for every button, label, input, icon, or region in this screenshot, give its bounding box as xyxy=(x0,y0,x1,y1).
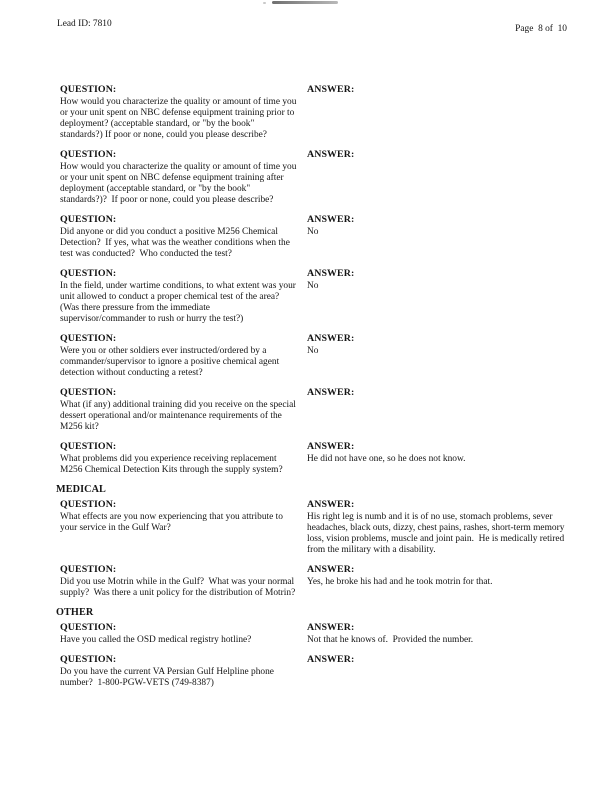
question-label: QUESTION: xyxy=(60,333,117,344)
qa-block-osd-hotline xyxy=(60,622,581,646)
scan-streak-artifact xyxy=(272,1,338,4)
answer-text: No xyxy=(307,227,319,237)
question-text: How would you characterize the quality or amount of time you or your unit spent on NBC defense equipment training prior to deployment? (acceptable standard, or "by the book" standards?) If poor or none, could you please describe? xyxy=(60,97,299,140)
question-text: What problems did you experience receiving replacement M256 Chemical Detection Kits through the supply system? xyxy=(60,454,283,475)
answer-label: ANSWER: xyxy=(307,564,355,575)
question-text: Do you have the current VA Persian Gulf Helpline phone number? 1-800-PGW-VETS (749-8387) xyxy=(60,667,277,688)
qa-block-motrin xyxy=(60,564,581,599)
answer-text: He did not have one, so he does not know. xyxy=(307,454,466,464)
qa-block-ignore-detection xyxy=(60,333,581,379)
question-label: QUESTION: xyxy=(60,214,117,225)
question-text: What effects are you now experiencing that you attribute to your service in the Gulf War? xyxy=(60,512,286,533)
question-label: QUESTION: xyxy=(60,622,117,633)
qa-block-nbc-training-after xyxy=(60,149,581,206)
answer-label: ANSWER: xyxy=(307,268,355,279)
answer-label: ANSWER: xyxy=(307,654,355,665)
question-text: Were you or other soldiers ever instructed/ordered by a commander/supervisor to ignore a positive chemical agent detection without conducting a retest? xyxy=(60,346,282,378)
answer-label: ANSWER: xyxy=(307,622,355,633)
question-label: QUESTION: xyxy=(60,84,117,95)
answer-text: No xyxy=(307,281,319,291)
qa-block-additional-training xyxy=(60,387,581,433)
page-number: Page 8 of 10 xyxy=(515,24,567,34)
question-label: QUESTION: xyxy=(60,387,117,398)
question-label: QUESTION: xyxy=(60,441,117,452)
section-heading-other: OTHER xyxy=(56,607,94,618)
section-heading-medical: MEDICAL xyxy=(56,484,106,495)
page-header xyxy=(57,19,567,34)
question-text: What (if any) additional training did you receive on the special dessert operational and/or maintenance requirements of the M256 kit? xyxy=(60,400,299,432)
question-text: Have you called the OSD medical registry hotline? xyxy=(60,635,252,645)
scan-dot-artifact xyxy=(263,2,266,4)
question-label: QUESTION: xyxy=(60,654,117,665)
qa-block-field-chemical-test xyxy=(60,268,581,325)
question-text: Did you use Motrin while in the Gulf? What was your normal supply? Was there a unit policy for the distribution of Motrin? xyxy=(60,577,297,598)
qa-block-nbc-training-prior xyxy=(60,84,581,141)
document-body xyxy=(56,84,581,697)
question-text: In the field, under wartime conditions, to what extent was your unit allowed to conduct a proper chemical test of the area? (Was there pressure from the immediate supervisor/commander to rush or hurry the test?) xyxy=(60,281,299,324)
question-text: Did anyone or did you conduct a positive M256 Chemical Detection? If yes, what was the weather conditions when the test was conducted? Who conducted the test? xyxy=(60,227,293,259)
question-label: QUESTION: xyxy=(60,499,117,510)
qa-block-replacement-kits xyxy=(60,441,581,476)
answer-label: ANSWER: xyxy=(307,214,355,225)
qa-block-m256-detection xyxy=(60,214,581,260)
qa-block-va-helpline xyxy=(60,654,581,689)
question-label: QUESTION: xyxy=(60,149,117,160)
answer-text: His right leg is numb and it is of no use, stomach problems, sever headaches, black outs, dizzy, chest pains, rashes, short-term memory loss, vision problems, muscle and joint pain. He is medically retired from the military with a disability. xyxy=(307,512,567,555)
lead-id: Lead ID: 7810 xyxy=(57,19,112,29)
answer-text: Not that he knows of. Provided the number. xyxy=(307,635,474,645)
answer-text: No xyxy=(307,346,319,356)
answer-label: ANSWER: xyxy=(307,499,355,510)
answer-label: ANSWER: xyxy=(307,441,355,452)
answer-label: ANSWER: xyxy=(307,84,355,95)
answer-label: ANSWER: xyxy=(307,333,355,344)
answer-label: ANSWER: xyxy=(307,149,355,160)
question-text: How would you characterize the quality or amount of time you or your unit spent on NBC defense equipment training after deployment (acceptable standard, or "by the book" standards?)? If poor or none, could you please describe? xyxy=(60,162,299,205)
answer-label: ANSWER: xyxy=(307,387,355,398)
question-label: QUESTION: xyxy=(60,268,117,279)
qa-block-gulf-war-effects xyxy=(60,499,581,556)
question-label: QUESTION: xyxy=(60,564,117,575)
answer-text: Yes, he broke his had and he took motrin for that. xyxy=(307,577,493,587)
